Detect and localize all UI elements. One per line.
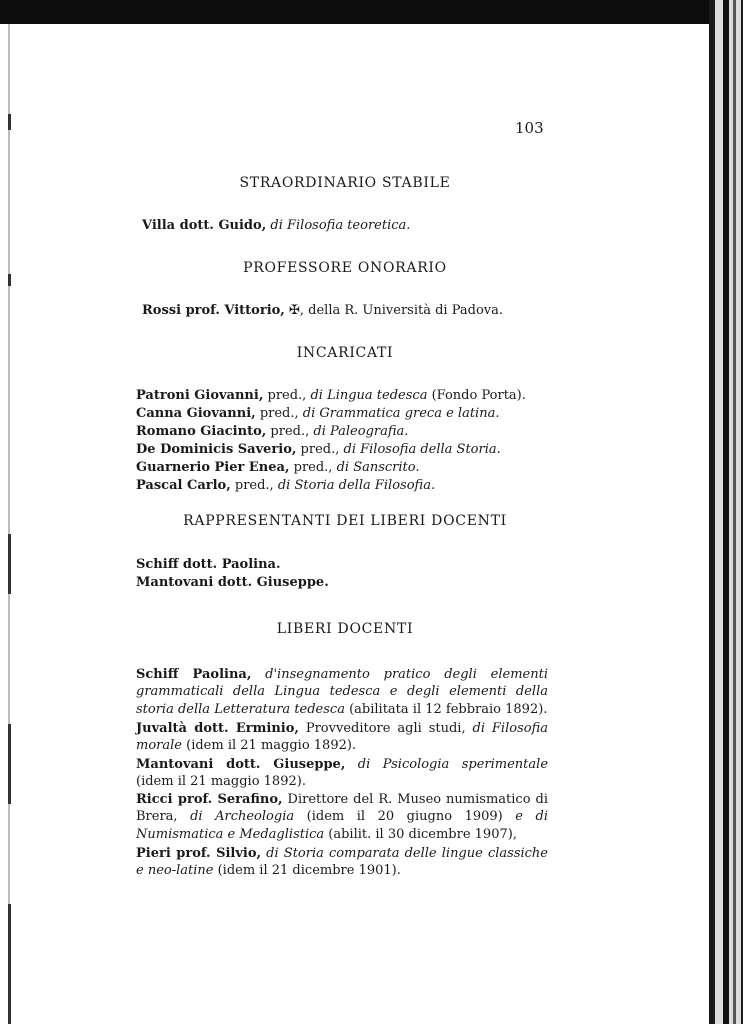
person-name: Ricci prof. Serafino, [136, 792, 283, 807]
incaricati-row [136, 387, 526, 405]
incaricati-row [136, 423, 408, 441]
detail-text: , della R. Università di Padova. [299, 303, 503, 318]
person-name: Patroni Giovanni, [136, 388, 264, 403]
subject-text: di Lingua tedesca [310, 388, 428, 403]
libero-docente-entry [136, 756, 548, 791]
incaricati-row [136, 405, 499, 423]
person-name: Juvaltà dott. Erminio, [136, 721, 299, 736]
detail-text: (idem il 21 maggio 1892). [136, 774, 306, 790]
detail-text: (idem il 21 maggio 1892). [181, 738, 357, 754]
incaricati-row [136, 441, 501, 459]
subject-text: di Paleografia. [313, 424, 409, 439]
subject-text: di Filosofia teoretica. [270, 218, 411, 233]
page-number: 103 [515, 119, 544, 137]
page-right-binding [709, 0, 743, 1024]
person-name: Canna Giovanni, [136, 406, 256, 421]
subject-text: di Psicologia sperimentale [345, 757, 549, 772]
person-name: Guarnerio Pier Enea, [136, 460, 290, 475]
rappresentante-row [136, 556, 281, 574]
person-name: Mantovani dott. Giuseppe, [136, 757, 346, 772]
person-name: Romano Giacinto, [136, 424, 267, 439]
detail-text: (abilitata il 12 febbraio 1892). [344, 701, 548, 717]
page-left-margin [0, 24, 22, 1024]
straordinario-entry [142, 217, 410, 235]
heading-liberi-docenti: LIBERI DOCENTI [276, 621, 414, 637]
subject-text: di Filosofia morale [136, 721, 548, 754]
person-name: Pieri prof. Silvio, [136, 846, 262, 861]
subject-text: d'insegnamento pratico degli elementi grammaticali della Lingua tedesca e degli elementi della storia della Letteratura tedesca [136, 667, 548, 717]
subject-text: di Storia comparata delle lingue classiche e neo-latine [136, 846, 548, 879]
subject-text: di Grammatica greca e latina. [302, 406, 500, 421]
onorario-entry [142, 302, 503, 320]
role-text: pred., [289, 460, 337, 475]
detail-text: (idem il 20 giugno 1909) [294, 809, 516, 825]
detail-text: (abilit. il 30 dicembre 1907), [324, 826, 517, 842]
incaricati-row [136, 477, 435, 495]
libero-docente-entry [136, 845, 548, 880]
detail-text: Provveditore agli studi, [298, 721, 473, 736]
detail-text: (idem il 21 dicembre 1901). [213, 863, 401, 879]
subject-text: di Sanscrito. [336, 460, 420, 475]
libero-docente-entry [136, 666, 548, 718]
person-name: Villa dott. Guido, [142, 218, 267, 233]
person-name: Mantovani dott. Giuseppe. [136, 575, 329, 590]
subject-text: di Storia della Filosofia. [277, 478, 436, 493]
extra-text: (Fondo Porta). [427, 388, 526, 403]
heading-straordinario: STRAORDINARIO STABILE [239, 175, 451, 191]
person-name: De Dominicis Saverio, [136, 442, 297, 457]
person-name: Pascal Carlo, [136, 478, 231, 493]
heading-rappresentanti: RAPPRESENTANTI DEI LIBERI DOCENTI [183, 513, 507, 529]
role-text: pred., [255, 406, 303, 421]
order-cross-icon: ✠ [288, 303, 300, 318]
subject-text: di Filosofia della Storia. [343, 442, 501, 457]
person-name: Schiff dott. Paolina. [136, 557, 281, 572]
heading-onorario: PROFESSORE ONORARIO [243, 260, 447, 276]
subject-text: di Archeologia [190, 809, 295, 825]
role-text: pred., [266, 424, 314, 439]
rappresentante-row [136, 574, 329, 592]
person-name: Rossi prof. Vittorio, [142, 303, 285, 318]
role-text: pred., [230, 478, 278, 493]
libero-docente-entry [136, 720, 548, 755]
role-text: pred., [296, 442, 344, 457]
libero-docente-entry [136, 791, 548, 843]
role-text: pred., [263, 388, 311, 403]
page-top-border [0, 0, 743, 24]
person-name: Schiff Paolina, [136, 667, 252, 682]
subject-text: e di Numismatica e Medaglistica [136, 809, 548, 842]
heading-incaricati: INCARICATI [296, 345, 394, 361]
detail-text: Direttore del R. Museo numismatico di Brera, [136, 792, 548, 825]
incaricati-row [136, 459, 420, 477]
